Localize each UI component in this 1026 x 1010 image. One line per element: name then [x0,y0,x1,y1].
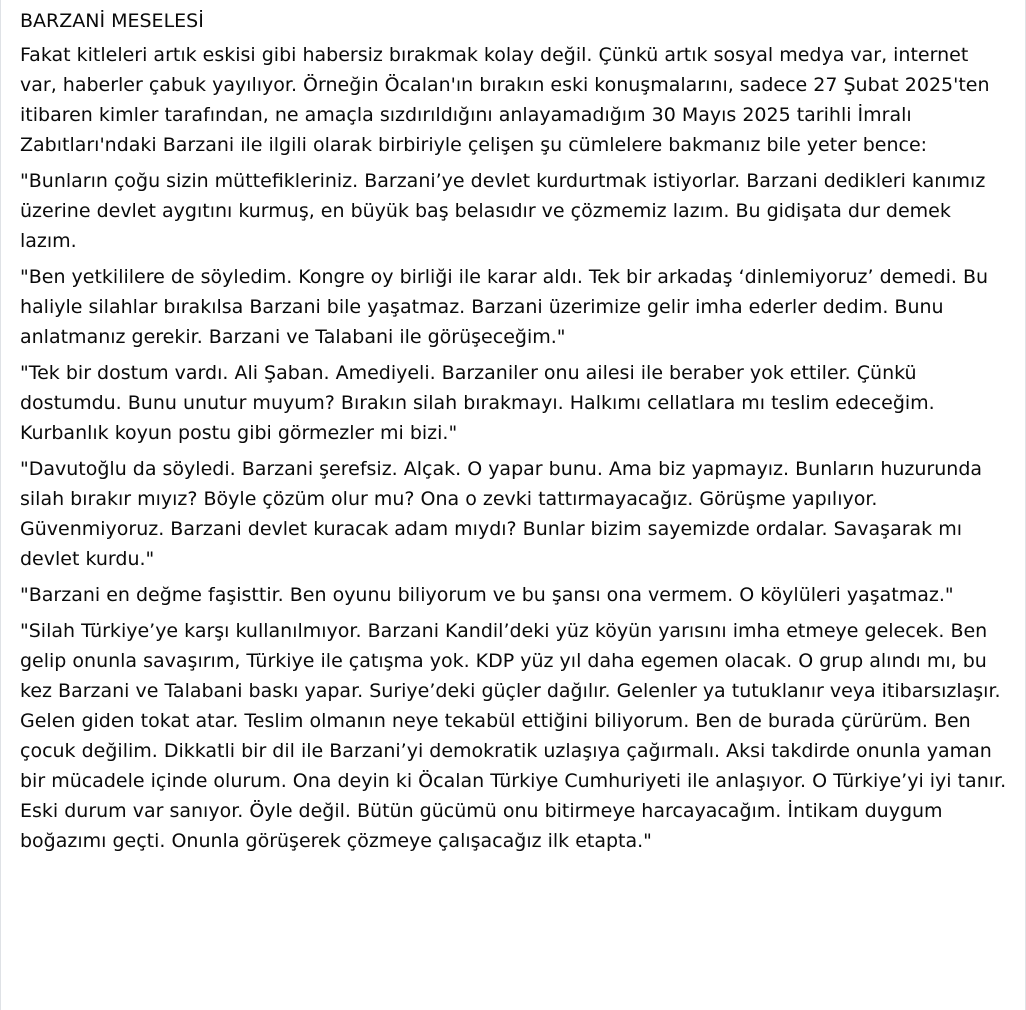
post-paragraph-quote-3: "Tek bir dostum vardı. Ali Şaban. Amediyeli. Barzaniler onu ailesi ile beraber yok ettiler. Çünkü dostumdu. Bunu unutur muyum? Bırakın silah bırakmayı. Halkımı cellatlara mı teslim edeceğim. Kurbanlık koyun postu gibi görmezler mi bizi." [20,362,935,444]
post-paragraph-intro: Fakat kitleleri artık eskisi gibi habersiz bırakmak kolay değil. Çünkü artık sosyal medya var, internet var, haberler çabuk yayılıyor. Örneğin Öcalan'ın bırakın eski konuşmalarını, sadece 27 Şubat 2025'ten itibaren kimler tarafından, ne amaçla sızdırıldığını anlayamadığım 30 Mayıs 2025 tarihli İmralı Zabıtları'ndaki Barzani ile ilgili olarak birbiriyle çelişen şu cümlelere bakmanız bile yeter bence: [20,44,990,156]
post-body [20,6,1010,862]
post-paragraph-quote-4: "Davutoğlu da söyledi. Barzani şerefsiz. Alçak. O yapar bunu. Ama biz yapmayız. Bunların huzurunda silah bırakır mıyız? Böyle çözüm olur mu? Ona o zevki tattırmayacağız. Görüşme yapılıyor. Güvenmiyoruz. Barzani devlet kuracak adam mıydı? Bunlar bizim sayemizde ordalar. Savaşarak mı devlet kurdu." [20,458,983,570]
post-paragraph-quote-1: "Bunların çoğu sizin müttefikleriniz. Barzani’ye devlet kurdurtmak istiyorlar. Barzani dedikleri kanımız üzerine devlet aygıtını kurmuş, en büyük baş belasıdır ve çözmemiz lazım. Bu gidişata dur demek lazım. [20,170,986,252]
post-title: BARZANİ MESELESİ [20,10,204,32]
post-paragraph-quote-2: "Ben yetkililere de söyledim. Kongre oy birliği ile karar aldı. Tek bir arkadaş ‘dinlemiyoruz’ demedi. Bu haliyle silahlar bırakılsa Barzani bile yaşatmaz. Barzani üzerimize gelir imha ederler dedim. Bunu anlatmanız gerekir. Barzani ve Talabani ile görüşeceğim." [20,266,989,348]
post-paragraph-quote-6: "Silah Türkiye’ye karşı kullanılmıyor. Barzani Kandil’deki yüz köyün yarısını imha etmeye gelecek. Ben gelip onunla savaşırım, Türkiye ile çatışma yok. KDP yüz yıl daha egemen olacak. O grup alındı mı, bu kez Barzani ve Talabani baskı yapar. Suriye’deki güçler dağılır. Gelenler ya tutuklanır veya itibarsızlaşır. Gelen giden tokat atar. Teslim olmanın neye tekabül ettiğini biliyorum. Ben de burada çürürüm. Ben çocuk değilim. Dikkatli bir dil ile Barzani’yi demokratik uzlaşıya çağırmalı. Aksi takdirde onunla yaman bir mücadele içinde olurum. Ona deyin ki Öcalan Türkiye Cumhuriyeti ile anlaşıyor. O Türkiye’yi iyi tanır. Eski durum var sanıyor. Öyle değil. Bütün gücümü onu bitirmeye harcayacağım. İntikam duygum boğazımı geçti. Onunla görüşerek çözmeye çalışacağız ilk etapta." [20,620,1007,852]
post-paragraph-quote-5: "Barzani en değme faşisttir. Ben oyunu biliyorum ve bu şansı ona vermem. O köylüleri yaşatmaz." [20,584,954,606]
